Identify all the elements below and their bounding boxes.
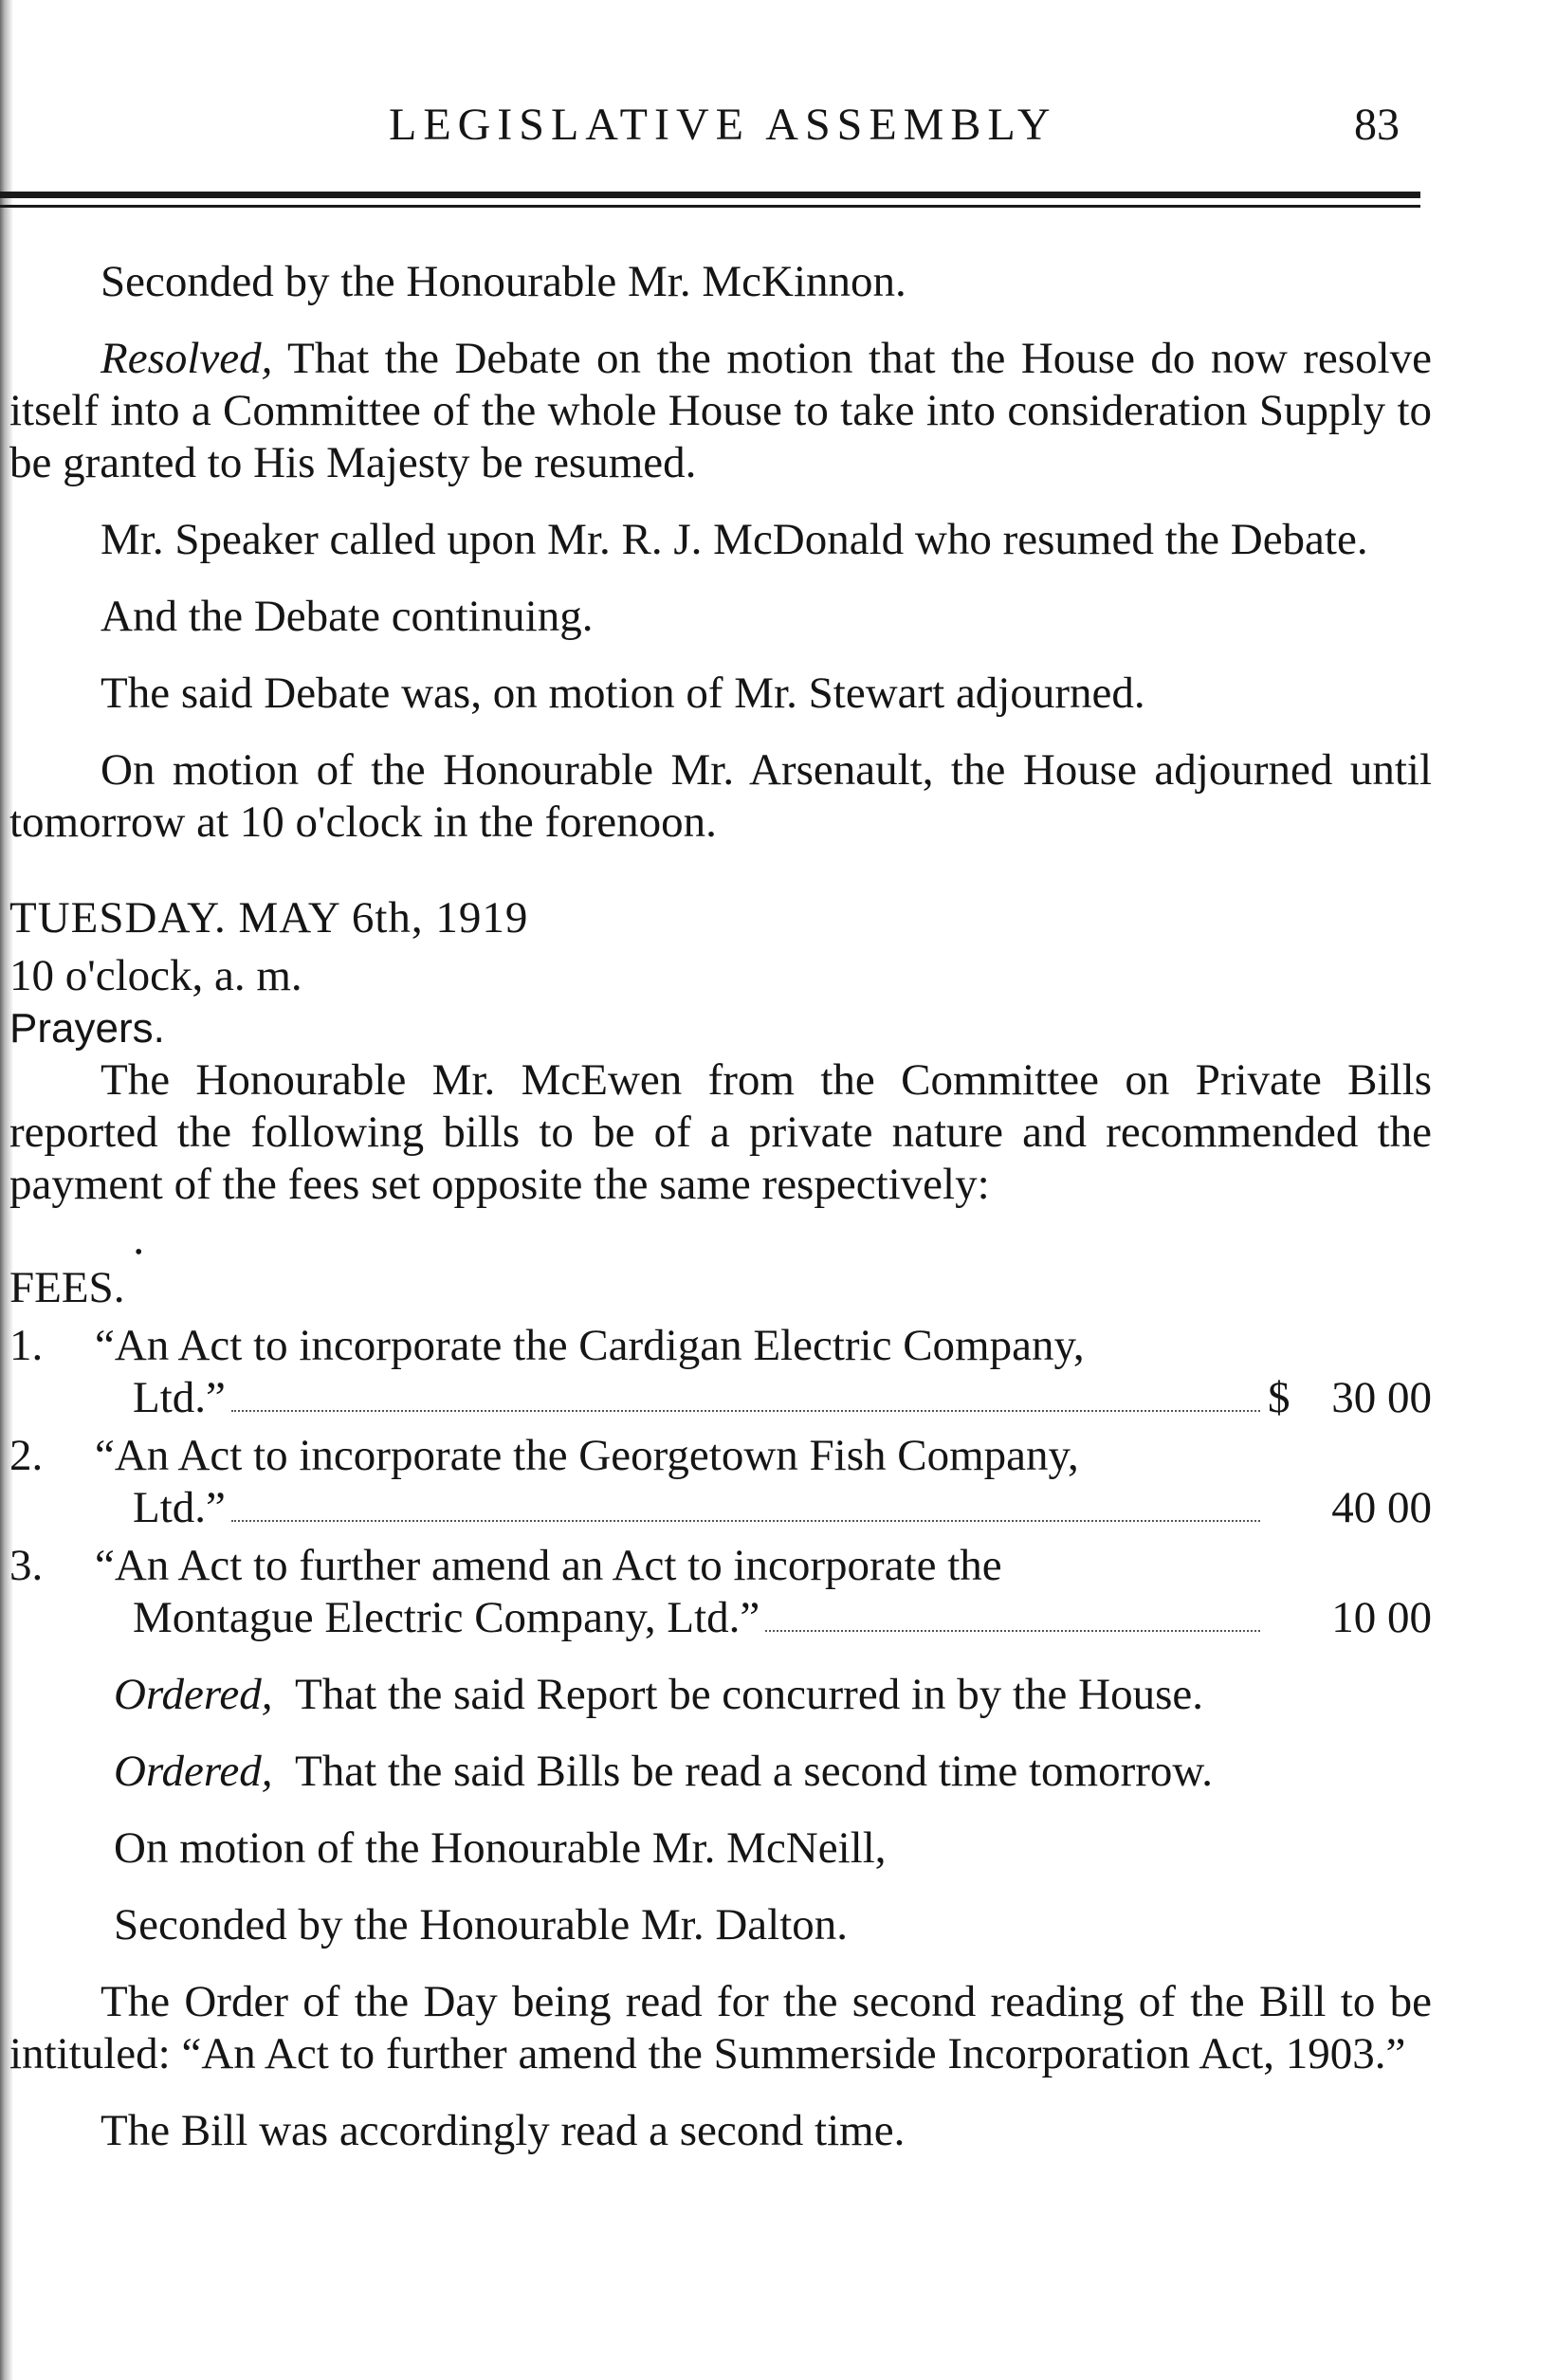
page-number: 83 — [1354, 100, 1400, 150]
bill-title-line2 — [95, 1482, 1432, 1534]
dot-leader — [765, 1630, 1260, 1632]
bill-number: 1. — [9, 1321, 44, 1370]
day-heading: TUESDAY. MAY 6th, 1919 — [9, 893, 529, 943]
debate-adjourned-paragraph: The said Debate was, on motion of Mr. Stewart adjourned. — [101, 668, 1145, 718]
prayers-heading: Prayers. — [9, 1005, 165, 1052]
bill-title-line1: “An Act to incorporate the Cardigan Electric Company, — [95, 1321, 1085, 1370]
bill-title-line1: “An Act to incorporate the Georgetown Fish Company, — [95, 1431, 1079, 1480]
bill-fee: 40 00 — [1331, 1483, 1432, 1532]
ordered-report-paragraph — [9, 1669, 1432, 1721]
currency-symbol: $ — [1268, 1373, 1291, 1422]
stray-mark: • — [135, 1240, 143, 1265]
bill-title-line1: “An Act to further amend an Act to incorporate the — [95, 1541, 1002, 1590]
sitting-time: 10 o'clock, a. m. — [9, 951, 302, 1000]
ordered-label: Ordered, — [114, 1670, 273, 1719]
resolved-paragraph — [9, 333, 1432, 489]
debate-continuing-paragraph: And the Debate continuing. — [101, 592, 594, 641]
bill-item — [9, 1540, 1432, 1644]
fees-heading: FEES. — [9, 1263, 125, 1312]
resolved-text: That the Debate on the motion that the House do now resolve itself into a Committee of the whole House to take into consideration Supply to be granted to His Majesty be resumed. — [9, 334, 1432, 487]
bill-title — [95, 1430, 1432, 1534]
ordered-bills-paragraph — [9, 1746, 1432, 1798]
motion-paragraph: On motion of the Honourable Mr. McNeill, — [114, 1823, 887, 1873]
bill-title-line2 — [95, 1592, 1432, 1644]
dot-leader — [231, 1520, 1260, 1522]
bill-fee: 10 00 — [1331, 1593, 1432, 1642]
bill-title — [95, 1540, 1432, 1644]
header-rule-thick — [0, 192, 1420, 198]
seconded-dalton-paragraph: Seconded by the Honourable Mr. Dalton. — [114, 1900, 849, 1950]
running-title: LEGISLATIVE ASSEMBLY — [389, 100, 1057, 150]
second-reading-paragraph: The Bill was accordingly read a second time. — [101, 2106, 906, 2155]
bill-item — [9, 1320, 1432, 1424]
page-header — [0, 99, 1556, 165]
bill-number: 3. — [9, 1541, 44, 1590]
bill-number: 2. — [9, 1431, 44, 1480]
bill-title-line2 — [95, 1372, 1432, 1424]
speaker-paragraph: Mr. Speaker called upon Mr. R. J. McDonald who resumed the Debate. — [101, 515, 1368, 564]
house-adjourned-paragraph: On motion of the Honourable Mr. Arsenault, the House adjourned until tomorrow at 10 o'clock in the forenoon. — [9, 745, 1432, 847]
dot-leader — [231, 1410, 1260, 1412]
bill-title-end: Ltd.” — [133, 1373, 226, 1422]
ordered-text: That the said Report be concurred in by the House. — [295, 1670, 1204, 1719]
page-body — [9, 256, 1432, 2157]
ordered-text: That the said Bills be read a second time tomorrow. — [295, 1747, 1214, 1796]
header-rule-thin — [0, 205, 1420, 208]
bill-title-end: Ltd.” — [133, 1483, 226, 1532]
bill-fee: 30 00 — [1331, 1373, 1432, 1422]
seconded-paragraph: Seconded by the Honourable Mr. McKinnon. — [101, 257, 906, 306]
committee-report-paragraph: The Honourable Mr. McEwen from the Committee on Private Bills reported the following bills to be of a private nature and recommended the payment of the fees set opposite the same respectively: — [9, 1055, 1432, 1209]
order-of-day-paragraph: The Order of the Day being read for the second reading of the Bill to be intituled: “An Act to further amend the Summerside Incorporation Act, 1903.” — [9, 1977, 1432, 2078]
bill-title — [95, 1320, 1432, 1424]
resolved-label: Resolved, — [101, 334, 273, 383]
bill-title-end: Montague Electric Company, Ltd.” — [133, 1593, 760, 1642]
bill-item — [9, 1430, 1432, 1534]
ordered-label: Ordered, — [114, 1747, 273, 1796]
